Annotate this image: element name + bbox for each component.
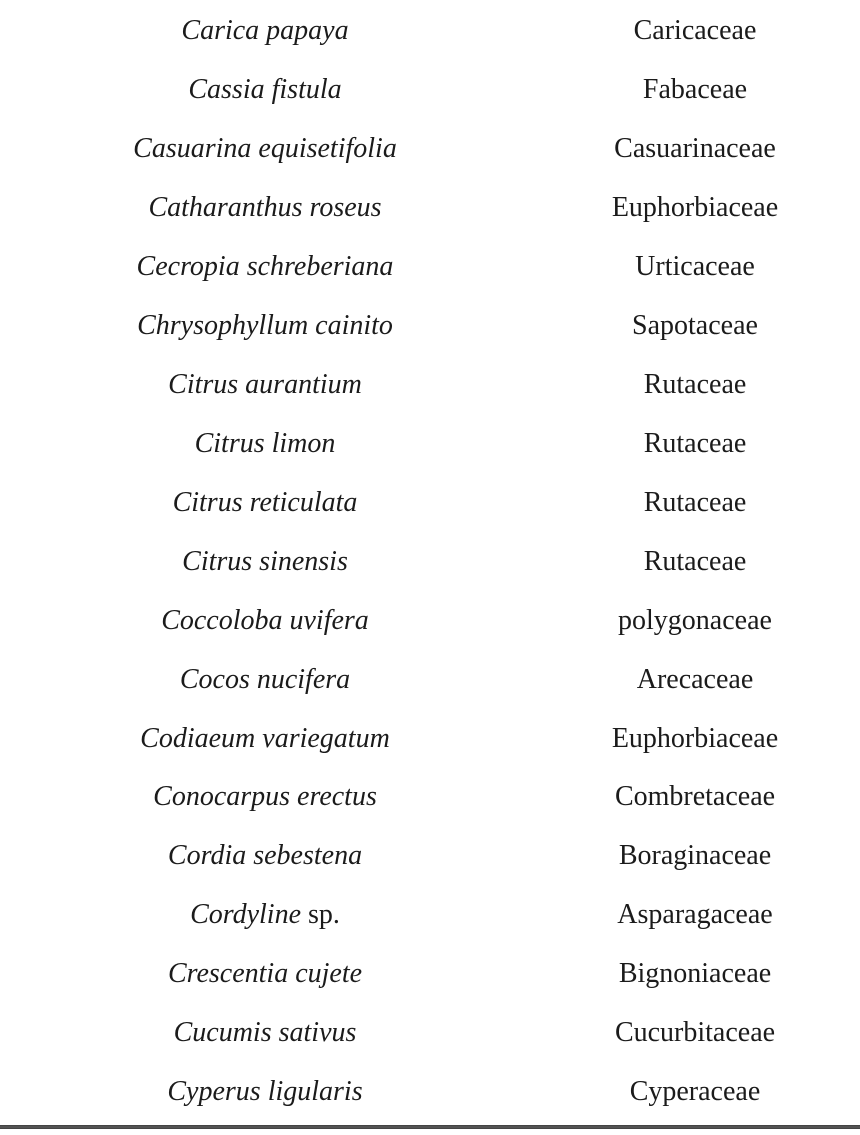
family-name: Rutaceae — [643, 368, 747, 400]
family-cell — [530, 606, 860, 637]
family-cell — [530, 252, 860, 283]
family-name: Rutaceae — [643, 545, 747, 577]
species-cell — [0, 134, 530, 165]
species-name: Codiaeum variegatum — [140, 722, 390, 754]
family-name: Fabaceae — [642, 74, 748, 106]
family-name: Bignoniaceae — [618, 958, 772, 990]
family-cell — [530, 75, 860, 106]
species-cell — [0, 900, 530, 931]
species-name: Cyperus ligularis — [167, 1076, 363, 1108]
table-row — [0, 886, 860, 945]
species-name: Cucumis sativus — [173, 1017, 357, 1049]
family-name: Cyperaceae — [629, 1076, 761, 1108]
family-name: Casuarinaceae — [614, 132, 776, 164]
family-name: Arecaceae — [636, 663, 754, 695]
family-cell — [530, 959, 860, 990]
species-cell — [0, 193, 530, 224]
family-cell — [530, 429, 860, 460]
species-suffix: sp. — [301, 899, 340, 931]
species-name: Cordyline — [190, 899, 302, 931]
table-row — [0, 61, 860, 120]
family-cell — [530, 782, 860, 813]
family-name: Euphorbiaceae — [611, 191, 779, 223]
species-name: Chrysophyllum cainito — [137, 309, 393, 341]
species-cell — [0, 311, 530, 342]
table-row — [0, 2, 860, 61]
species-name: Cocos nucifera — [179, 663, 351, 695]
family-cell — [530, 16, 860, 47]
family-cell — [530, 193, 860, 224]
family-name: Urticaceae — [635, 250, 755, 282]
family-cell — [530, 900, 860, 931]
species-cell — [0, 1077, 530, 1108]
family-cell — [530, 311, 860, 342]
table-row — [0, 533, 860, 592]
table-row — [0, 827, 860, 886]
family-cell — [530, 665, 860, 696]
family-cell — [530, 724, 860, 755]
species-cell — [0, 1018, 530, 1049]
species-name: Citrus sinensis — [182, 545, 348, 577]
table-row — [0, 768, 860, 827]
species-name: Crescentia cujete — [167, 958, 363, 990]
family-name: Cucurbitaceae — [614, 1017, 776, 1049]
table-row — [0, 297, 860, 356]
species-cell — [0, 841, 530, 872]
species-name: Catharanthus roseus — [148, 191, 382, 223]
table-row — [0, 592, 860, 651]
species-cell — [0, 252, 530, 283]
species-cell — [0, 606, 530, 637]
table-row — [0, 650, 860, 709]
species-name: Cordia sebestena — [167, 840, 363, 872]
species-cell — [0, 488, 530, 519]
family-name: Boraginaceae — [618, 840, 772, 872]
family-cell — [530, 488, 860, 519]
table-row — [0, 474, 860, 533]
table-row — [0, 415, 860, 474]
species-name: Citrus limon — [194, 427, 336, 459]
family-name: Combretaceae — [614, 781, 776, 813]
species-cell — [0, 959, 530, 990]
species-cell — [0, 724, 530, 755]
table-row — [0, 1063, 860, 1122]
species-cell — [0, 75, 530, 106]
family-name: Asparagaceae — [617, 899, 773, 931]
table-row — [0, 1004, 860, 1063]
table-bottom-rule — [0, 1125, 860, 1129]
family-cell — [530, 1077, 860, 1108]
species-name: Citrus aurantium — [168, 368, 362, 400]
species-cell — [0, 16, 530, 47]
species-cell — [0, 370, 530, 401]
family-name: Caricaceae — [633, 15, 757, 47]
family-cell — [530, 841, 860, 872]
species-name: Coccoloba uvifera — [161, 604, 369, 636]
family-cell — [530, 134, 860, 165]
species-name: Cassia fistula — [188, 74, 342, 106]
species-name: Conocarpus erectus — [153, 781, 377, 813]
family-name: Sapotaceae — [632, 309, 758, 341]
species-cell — [0, 429, 530, 460]
family-cell — [530, 1018, 860, 1049]
table-row — [0, 945, 860, 1004]
family-name: polygonaceae — [618, 604, 772, 636]
table-row — [0, 120, 860, 179]
species-name: Cecropia schreberiana — [136, 250, 394, 282]
family-name: Euphorbiaceae — [611, 722, 779, 754]
species-cell — [0, 665, 530, 696]
species-name: Citrus reticulata — [172, 486, 358, 518]
family-name: Rutaceae — [643, 427, 747, 459]
family-cell — [530, 547, 860, 578]
species-name: Casuarina equisetifolia — [133, 132, 397, 164]
species-cell — [0, 782, 530, 813]
table-row — [0, 238, 860, 297]
table-row — [0, 179, 860, 238]
table-row — [0, 709, 860, 768]
species-name: Carica papaya — [181, 15, 349, 47]
family-cell — [530, 370, 860, 401]
table-row — [0, 356, 860, 415]
species-cell — [0, 547, 530, 578]
family-name: Rutaceae — [643, 486, 747, 518]
